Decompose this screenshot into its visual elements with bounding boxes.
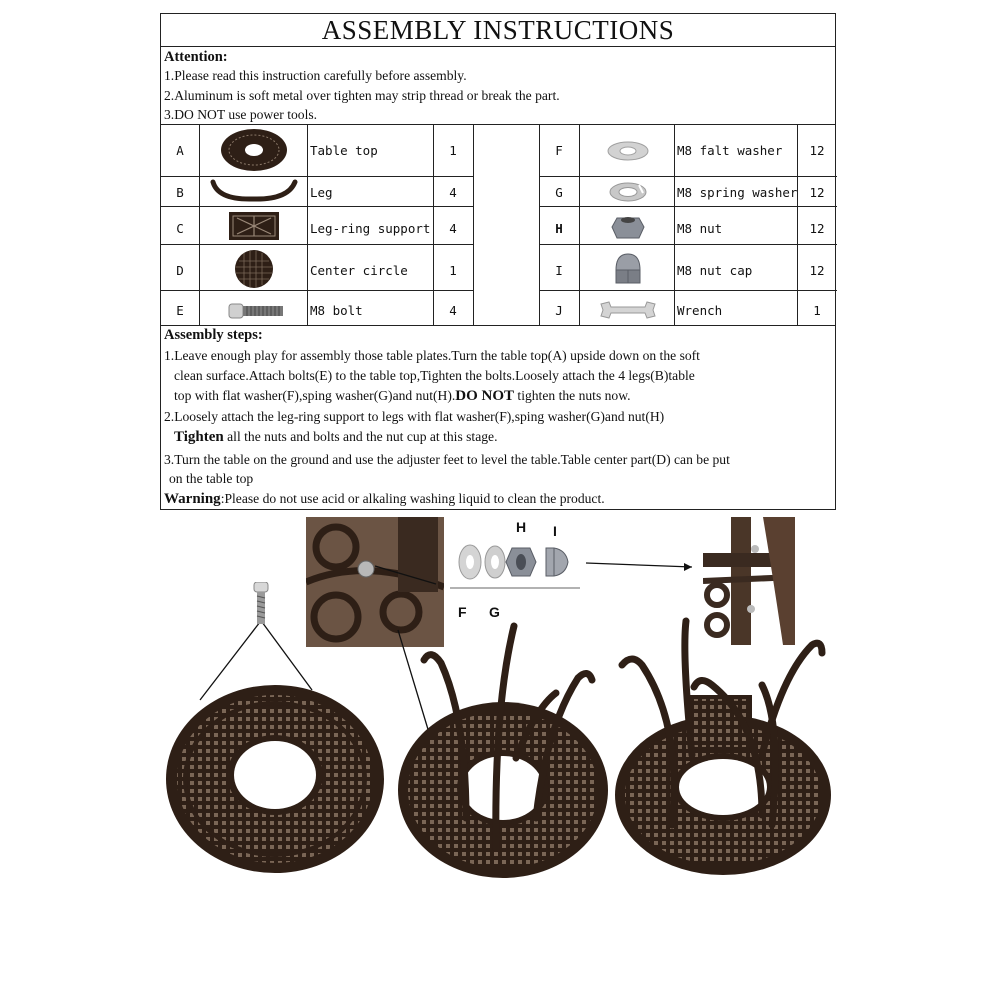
steps-heading: Assembly steps: <box>164 327 263 343</box>
label-g: G <box>489 604 500 620</box>
step-2-line-2: Tighten all the nuts and bolts and the nut cup at this stage. <box>174 429 498 445</box>
part-qty-b: 4 <box>449 184 457 200</box>
part-letter-i: I <box>555 262 563 278</box>
part-qty-c: 4 <box>449 220 457 236</box>
label-i: I <box>553 523 557 539</box>
part-name-h: M8 nut <box>677 220 723 236</box>
step-3-line-1: 3.Turn the table on the ground and use the adjuster feet to level the table.Table center part(D) can be put <box>164 452 730 467</box>
part-letter-b: B <box>176 184 184 200</box>
page-title: ASSEMBLY INSTRUCTIONS <box>161 14 835 47</box>
part-letter-c: C <box>176 220 184 236</box>
step-1-line-2: clean surface.Attach bolts(E) to the table top,Tighten the bolts.Loosely attach the 4 legs(B)table <box>174 368 695 383</box>
attention-item-1: 1.Please read this instruction carefully before assembly. <box>164 68 467 83</box>
step-3-line-2: on the table top <box>169 471 254 486</box>
part-letter-a: A <box>176 142 184 158</box>
attention-item-3: 3.DO NOT use power tools. <box>164 107 318 122</box>
part-letter-h: H <box>555 220 563 236</box>
part-letter-g: G <box>555 184 563 200</box>
label-f: F <box>458 604 467 620</box>
part-qty-g: 12 <box>809 184 825 200</box>
part-name-e: M8 bolt <box>310 302 363 318</box>
part-qty-i: 12 <box>809 262 825 278</box>
step-2-line-1: 2.Loosely attach the leg-ring support to legs with flat washer(F),sping washer(G)and nut(H) <box>164 409 665 424</box>
part-name-c: Leg-ring support <box>310 220 431 236</box>
attention-item-2: 2.Aluminum is soft metal over tighten may strip thread or break the part. <box>164 88 560 103</box>
part-letter-j: J <box>555 302 563 318</box>
step-1-line-3: top with flat washer(F),sping washer(G)and nut(H).DO NOT tighten the nuts now. <box>174 388 631 404</box>
part-name-f: M8 falt washer <box>677 142 783 158</box>
do-not-emphasis: DO NOT <box>455 388 515 404</box>
part-qty-j: 1 <box>813 302 821 318</box>
part-qty-e: 4 <box>449 302 457 318</box>
label-h: H <box>516 519 527 535</box>
bolt-illustration <box>250 582 272 626</box>
part-qty-f: 12 <box>809 142 825 158</box>
part-name-a: Table top <box>310 142 378 158</box>
warning-line: Warning:Please do not use acid or alkaling washing liquid to clean the product. <box>164 491 605 507</box>
table-legs-illustration <box>396 618 610 882</box>
warning-label: Warning <box>164 491 221 507</box>
part-name-j: Wrench <box>677 302 723 318</box>
assembled-table-illustration <box>612 615 834 877</box>
part-letter-e: E <box>176 302 184 318</box>
step-1-line-1: 1.Leave enough play for assembly those table plates.Turn the table top(A) upside down on the soft <box>164 348 700 363</box>
part-qty-a: 1 <box>449 142 457 158</box>
part-qty-h: 12 <box>809 220 825 236</box>
part-qty-d: 1 <box>449 262 457 278</box>
part-letter-d: D <box>176 262 184 278</box>
part-name-d: Center circle <box>310 262 408 278</box>
part-name-b: Leg <box>310 184 333 200</box>
part-name-g: M8 spring washer <box>677 184 798 200</box>
tighten-emphasis: Tighten <box>174 429 224 445</box>
attention-heading: Attention: <box>164 49 228 65</box>
part-name-i: M8 nut cap <box>677 262 753 278</box>
part-letter-f: F <box>555 142 563 158</box>
table-top-illustration <box>164 683 386 875</box>
